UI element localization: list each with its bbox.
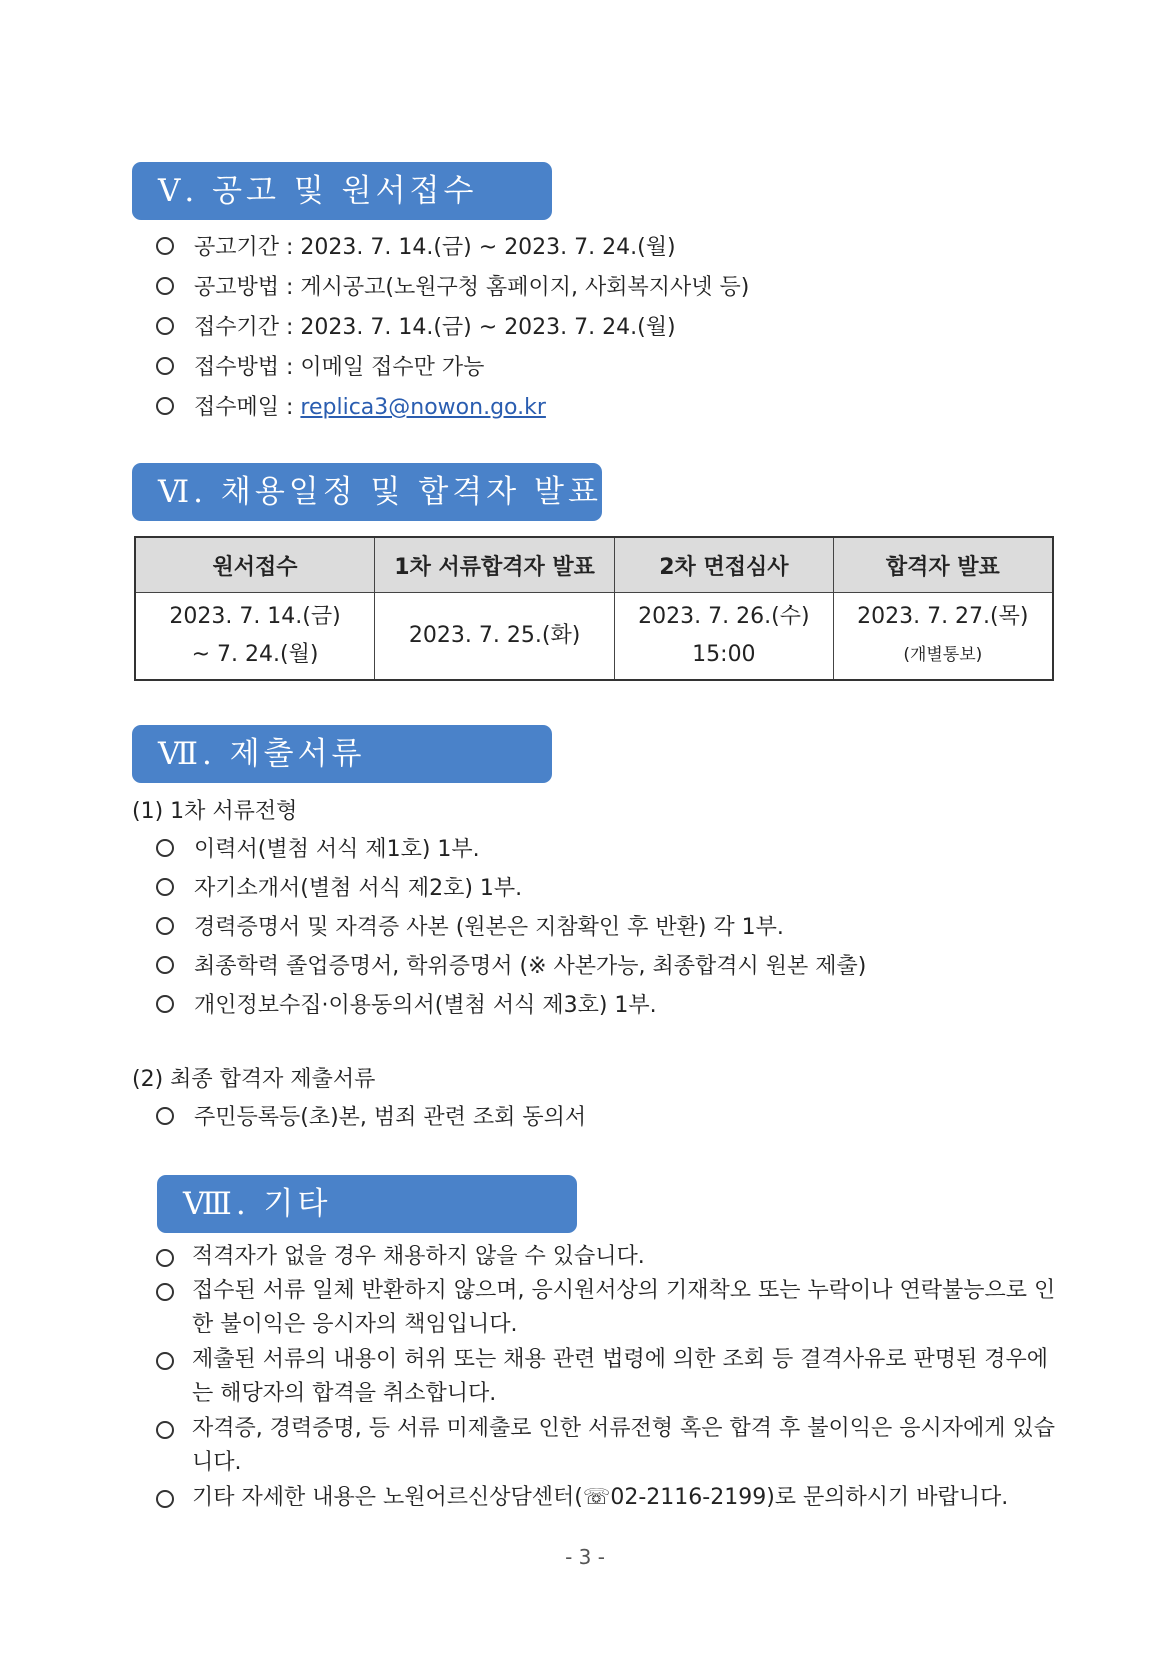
sec7-subheading-2: (2) 최종 합격자 제출서류	[132, 1067, 376, 1092]
circle-bullet-icon	[156, 317, 174, 335]
section-5-header: Ⅴ. 공고 및 원서접수	[132, 162, 552, 220]
table-cell: 2023. 7. 26.(수) 15:00	[615, 593, 833, 681]
sec5-item-5: 접수메일 : replica3@nowon.go.kr	[156, 393, 546, 423]
circle-bullet-icon	[156, 237, 174, 255]
sec8-item: 자격증, 경력증명, 등 서류 미제출로 인한 서류전형 혹은 합격 후 불이익은 응시자에게 있습니다.	[156, 1412, 1056, 1480]
table-cell: 2023. 7. 25.(화)	[375, 593, 615, 681]
sec7-item: 개인정보수집·이용동의서(별첨 서식 제3호) 1부.	[156, 991, 657, 1021]
sec7-item: 최종학력 졸업증명서, 학위증명서 (※ 사본가능, 최종합격시 원본 제출)	[156, 952, 866, 982]
sec8-item: 접수된 서류 일체 반환하지 않으며, 응시원서상의 기재착오 또는 누락이나 연락불능으로 인한 불이익은 응시자의 책임입니다.	[156, 1274, 1056, 1342]
sec7-subheading-1: (1) 1차 서류전형	[132, 799, 298, 824]
table-header-row	[135, 537, 1053, 593]
circle-bullet-icon	[156, 1107, 174, 1125]
circle-bullet-icon	[156, 917, 174, 935]
circle-bullet-icon	[156, 1249, 174, 1267]
header-cell: 원서접수	[135, 537, 375, 593]
email-link[interactable]: replica3@nowon.go.kr	[300, 395, 546, 420]
schedule-table	[134, 536, 1054, 681]
circle-bullet-icon	[156, 839, 174, 857]
sec7-item: 주민등록등(초)본, 범죄 관련 조회 동의서	[156, 1103, 586, 1133]
page-number: - 3 -	[565, 1545, 605, 1569]
circle-bullet-icon	[156, 277, 174, 295]
circle-bullet-icon	[156, 1352, 174, 1370]
circle-bullet-icon	[156, 1283, 174, 1301]
table-cell: 2023. 7. 27.(목) (개별통보)	[833, 593, 1053, 681]
header-cell: 1차 서류합격자 발표	[375, 537, 615, 593]
circle-bullet-icon	[156, 995, 174, 1013]
header-cell: 합격자 발표	[833, 537, 1053, 593]
circle-bullet-icon	[156, 357, 174, 375]
section-6-header: Ⅵ. 채용일정 및 합격자 발표	[132, 463, 602, 521]
section-8-header: Ⅷ. 기타	[157, 1175, 577, 1233]
circle-bullet-icon	[156, 878, 174, 896]
sec8-item: 적격자가 없을 경우 채용하지 않을 수 있습니다.	[156, 1240, 1056, 1274]
sec5-item-4: 접수방법 : 이메일 접수만 가능	[156, 353, 484, 383]
table-row	[135, 593, 1053, 681]
sec7-item: 자기소개서(별첨 서식 제2호) 1부.	[156, 874, 522, 904]
table-cell: 2023. 7. 14.(금) ~ 7. 24.(월)	[135, 593, 375, 681]
circle-bullet-icon	[156, 397, 174, 415]
sec5-item-3: 접수기간 : 2023. 7. 14.(금) ~ 2023. 7. 24.(월)	[156, 313, 676, 343]
sec8-item: 제출된 서류의 내용이 허위 또는 채용 관련 법령에 의한 조회 등 결격사유로 판명된 경우에는 해당자의 합격을 취소합니다.	[156, 1343, 1056, 1411]
sec7-item: 이력서(별첨 서식 제1호) 1부.	[156, 835, 480, 865]
header-cell: 2차 면접심사	[615, 537, 833, 593]
sec7-item: 경력증명서 및 자격증 사본 (원본은 지참확인 후 반환) 각 1부.	[156, 913, 784, 943]
section-7-header: Ⅶ. 제출서류	[132, 725, 552, 783]
sec5-item-2: 공고방법 : 게시공고(노원구청 홈페이지, 사회복지사넷 등)	[156, 273, 749, 303]
circle-bullet-icon	[156, 1490, 174, 1508]
circle-bullet-icon	[156, 956, 174, 974]
circle-bullet-icon	[156, 1421, 174, 1439]
sec8-item: 기타 자세한 내용은 노원어르신상담센터(☏02-2116-2199)로 문의하시기 바랍니다.	[156, 1481, 1056, 1515]
sec5-item-1: 공고기간 : 2023. 7. 14.(금) ~ 2023. 7. 24.(월)	[156, 233, 676, 263]
